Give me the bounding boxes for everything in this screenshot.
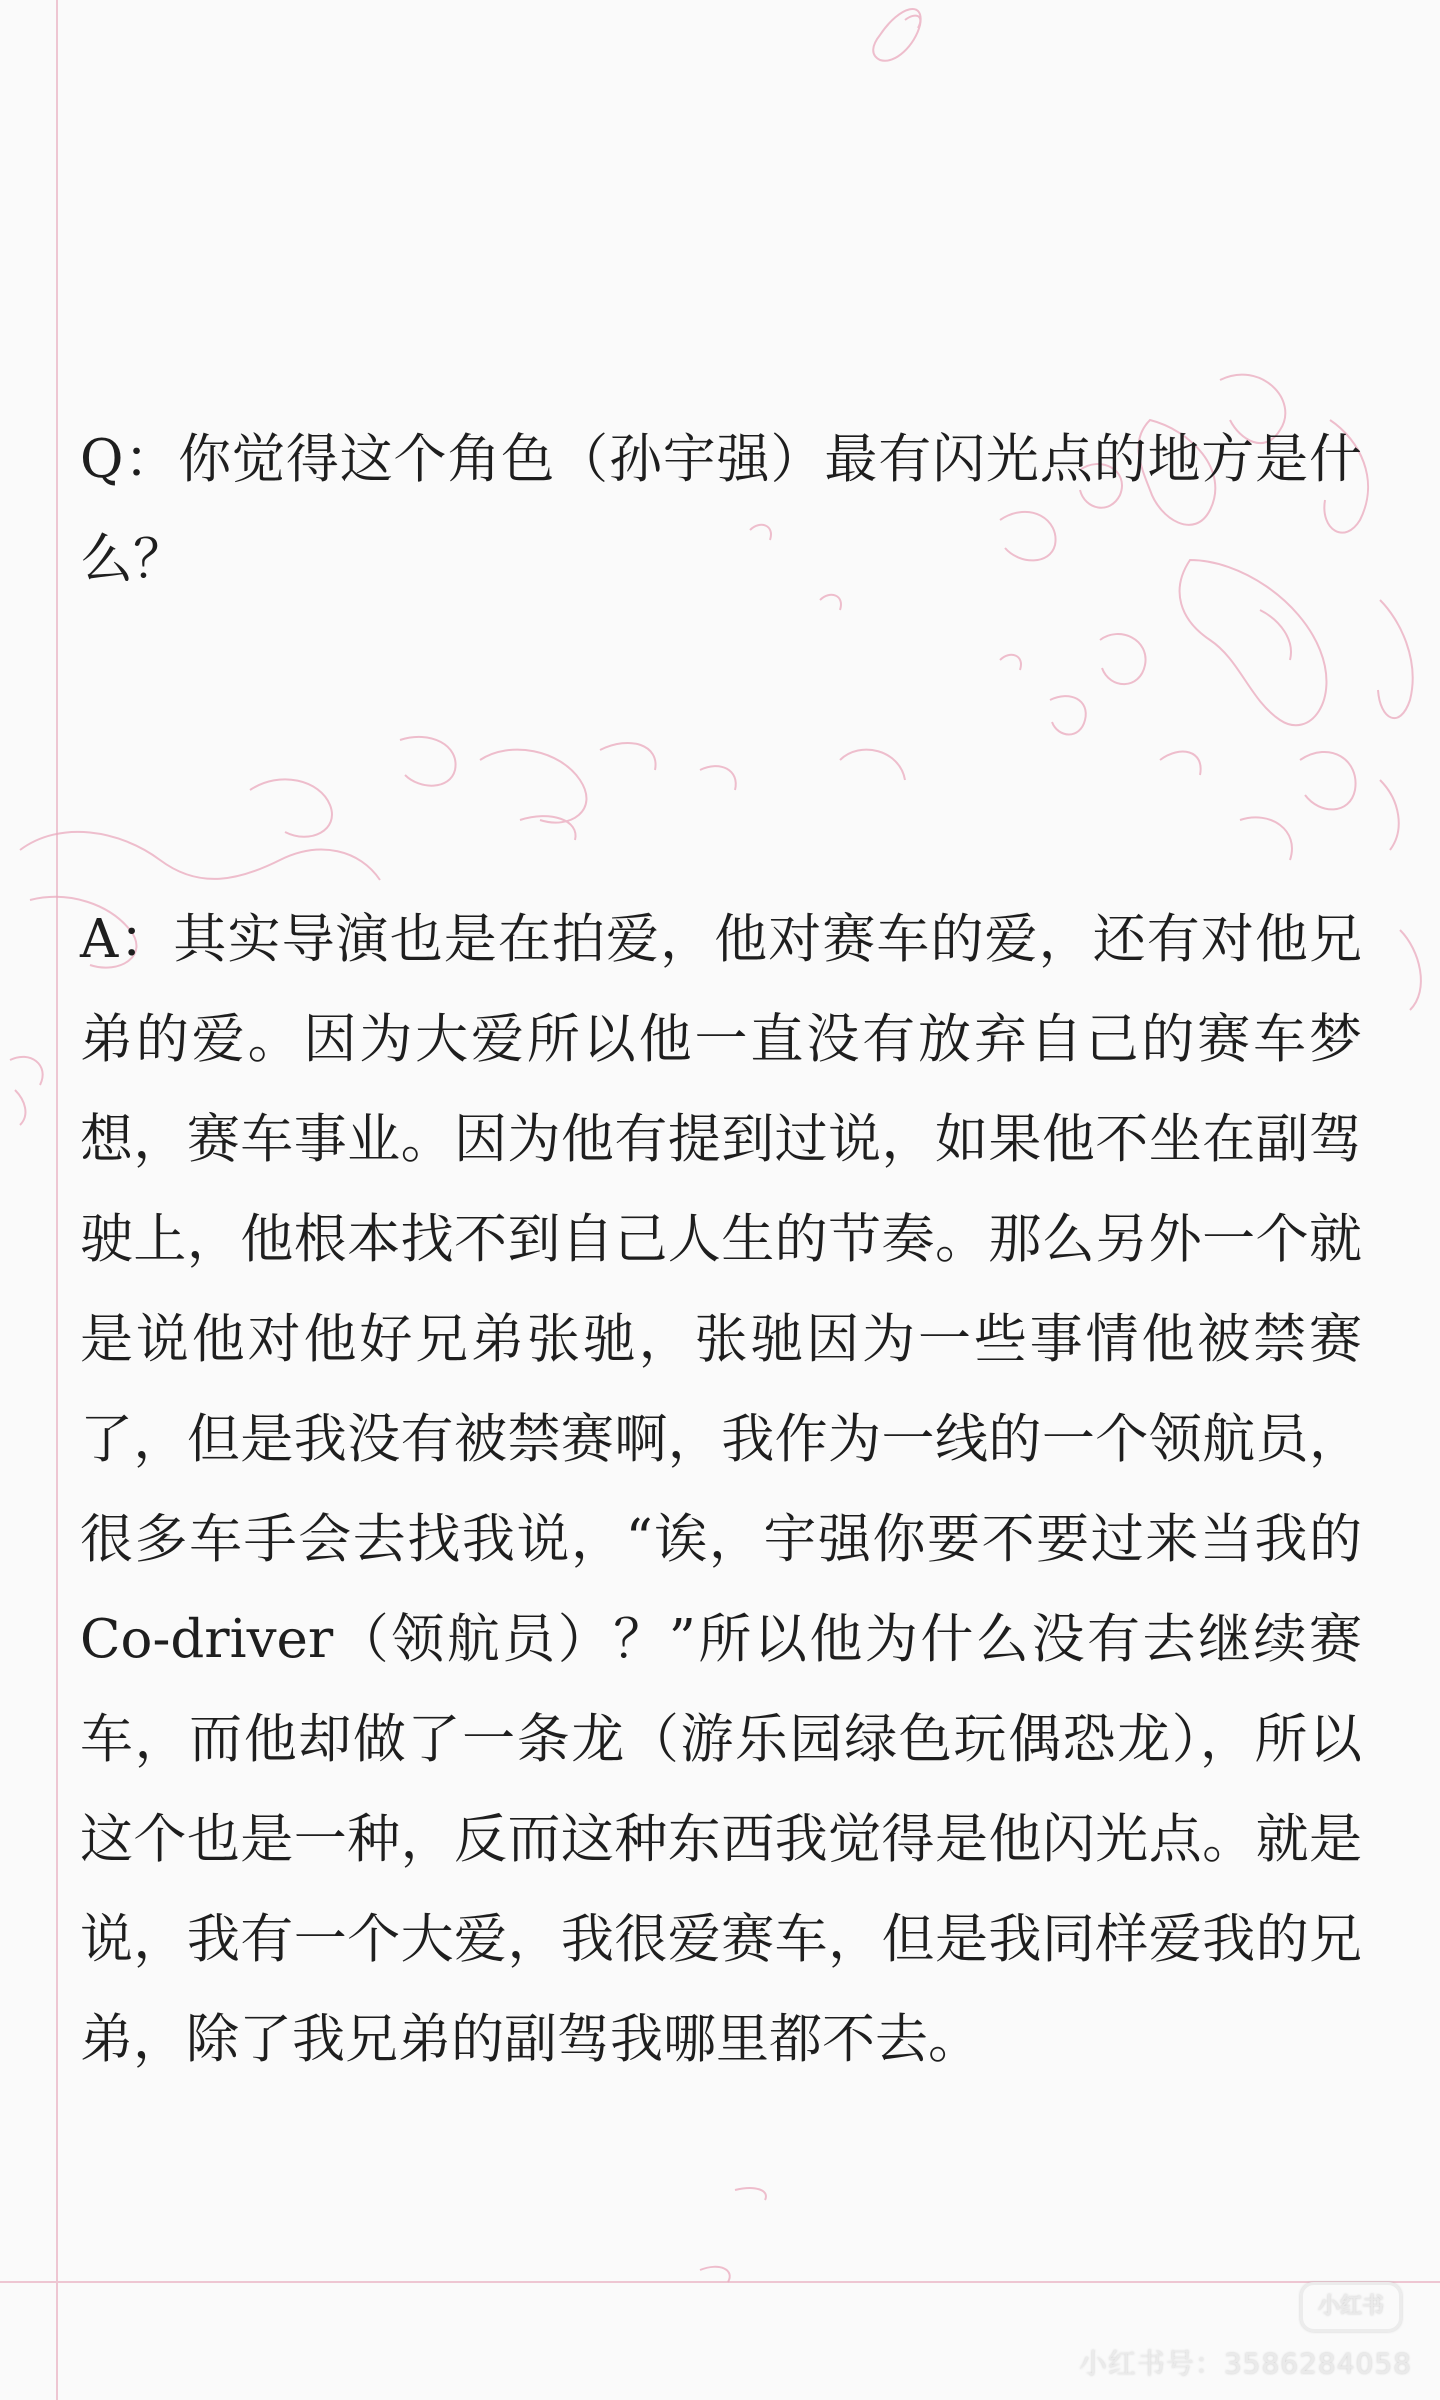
xiaohongshu-logo-watermark: 小红书	[1300, 2282, 1402, 2332]
article-body	[80, 410, 1362, 2090]
question-paragraph: Q：你觉得这个角色（孙宇强）最有闪光点的地方是什么？	[80, 429, 1362, 590]
answer-paragraph: A：其实导演也是在拍爱，他对赛车的爱，还有对他兄弟的爱。因为大爱所以他一直没有放弃自己的赛车梦想，赛车事业。因为他有提到过说，如果他不坐在副驾驶上，他根本找不到自己人生的节奏。那么另外一个就是说他对他好兄弟张驰，张驰因为一些事情他被禁赛了，但是我没有被禁赛啊，我作为一线的一个领航员，很多车手会去找我说，“诶，宇强你要不要过来当我的Co-driver（领航员）？”所以他为什么没有去继续赛车，而他却做了一条龙（游乐园绿色玩偶恐龙），所以这个也是一种，反而这种东西我觉得是他闪光点。就是说，我有一个大爱，我很爱赛车，但是我同样爱我的兄弟，除了我兄弟的副驾我哪里都不去。	[80, 909, 1362, 2070]
xiaohongshu-id-watermark: 小红书号：3586284058	[1078, 2347, 1412, 2380]
